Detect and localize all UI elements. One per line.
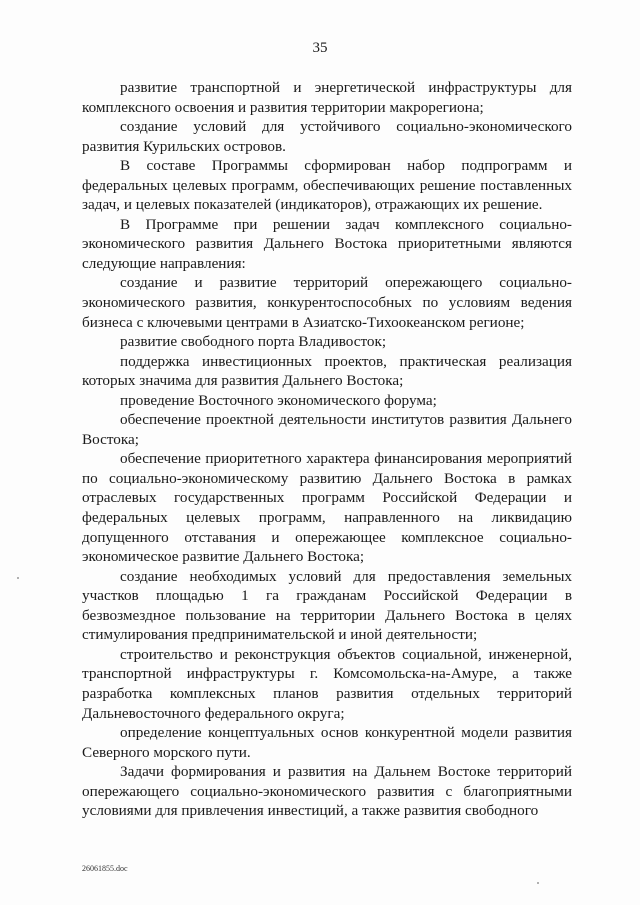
paragraph: В составе Программы сформирован набор подпрограмм и федеральных целевых программ, обеспечивающих решение поставленных задач, и целевых показателей (индикаторов), отражающих их решение. [82, 157, 572, 214]
paragraph: поддержка инвестиционных проектов, практическая реализация которых значима для развития Дальнего Востока; [82, 352, 572, 390]
footer-document-id: 26061855.doc [82, 864, 128, 873]
scan-speck [537, 882, 539, 884]
paragraph: определение концептуальных основ конкурентной модели развития Северного морского пути. [82, 724, 572, 761]
paragraph: проведение Восточного экономического форума; [120, 391, 437, 409]
paragraph: Задачи формирования и развития на Дальнем Востоке территорий опережающего социально-экономического развития с благоприятными условиями для привлечения инвестиций, а также развития свободного [82, 763, 572, 820]
scan-speck [17, 577, 19, 579]
paragraph: развитие свободного порта Владивосток; [120, 333, 387, 351]
paragraph: развитие транспортной и энергетической инфраструктуры для комплексного освоения и развития территории макрорегиона; [82, 79, 572, 116]
body-text [82, 78, 572, 821]
paragraph: создание условий для устойчивого социально-экономического развития Курильских островов. [82, 118, 572, 155]
paragraph: В Программе при решении задач комплексного социально-экономического развития Дальнего Востока приоритетными являются следующие направления: [82, 215, 572, 272]
paragraph: строительство и реконструкция объектов социальной, инженерной, транспортной инфраструктуры г. Комсомольска-на-Амуре, а также разработка комплексных планов развития отдельных территорий Дальневосточного федерального округа; [82, 645, 572, 722]
paragraph: создание необходимых условий для предоставления земельных участков площадью 1 га гражданам Российской Федерации в безвозмездное пользование на территории Дальнего Востока в целях стимулирования предпринимательской и иной деятельности; [82, 567, 572, 644]
paragraph: обеспечение приоритетного характера финансирования мероприятий по социально-экономическому развитию Дальнего Востока в рамках отраслевых государственных программ Российской Федерации и федеральных целевых программ, направленного на ликвидацию допущенного отставания и опережающее комплексное социально-экономическое развитие Дальнего Востока; [82, 450, 572, 566]
paragraph: обеспечение проектной деятельности институтов развития Дальнего Востока; [82, 411, 572, 448]
page-number: 35 [312, 40, 328, 56]
paragraph: создание и развитие территорий опережающего социально-экономического развития, конкурентоспособных по условиям ведения бизнеса с ключевыми центрами в Азиатско-Тихоокеанском регионе; [82, 274, 572, 331]
